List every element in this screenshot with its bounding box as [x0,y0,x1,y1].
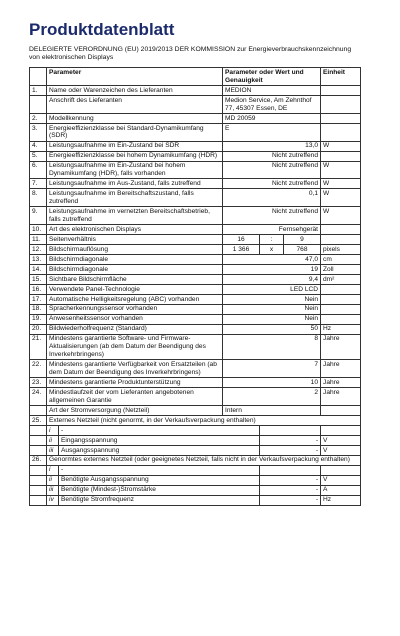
row-parameter: Automatische Helligkeitsregelung (ABC) vorhanden [47,294,223,304]
row-number: 24. [30,388,47,406]
row-parameter: Art der Stromversorgung (Netzteil) [47,405,223,415]
row-number: 2. [30,113,47,123]
sub-row [30,425,361,435]
sub-row [30,465,361,475]
row-parameter: Mindestlaufzeit der vom Lieferanten angebotenen allgemeinen Garantie [47,388,223,406]
row-parameter: Leistungsaufnahme im Ein-Zustand bei SDR [47,141,223,151]
row-value: 2 [223,388,321,406]
table-row [30,225,361,235]
row-value: Nein [223,314,321,324]
table-row [30,264,361,274]
row-parameter: Bildwiederholfrequenz (Standard) [47,324,223,334]
page-title: Produktdatenblatt [29,20,175,39]
sub-parameter: Benötigte Stromfrequenz [59,495,260,505]
header-value: Parameter oder Wert und Genauigkeit [223,68,321,86]
row-unit [321,294,361,304]
section-title: Externes Netzteil (nicht genormt, in der Verkaufsverpackung enthalten) [47,415,361,425]
row-number: 6. [30,161,47,179]
row-value: 19 [223,264,321,274]
table-row [30,179,361,189]
row-number: 17. [30,294,47,304]
row-unit: W [321,189,361,207]
row-value-first: 16 [223,235,260,245]
row-parameter: Leistungsaufnahme im Bereitschaftszustand, falls zutreffend [47,189,223,207]
header-row [30,68,361,86]
row-value: 9,4 [223,274,321,284]
table-row [30,244,361,254]
row-unit: W [321,207,361,225]
row-unit [321,314,361,324]
datasheet-page [29,20,360,506]
row-unit: pixels [321,244,361,254]
table-row [30,284,361,294]
row-parameter: Verwendete Panel-Technologie [47,284,223,294]
section-title: Genormtes externes Netzteil (oder geeignetes Netzteil, falls nicht in der Verkaufsverpackung enthalten) [47,455,361,465]
sub-value: - [260,445,321,455]
row-number: 13. [30,254,47,264]
row-parameter: Spracherkennungssensor vorhanden [47,304,223,314]
row-value: Medion Service, Am Zehnthof 77, 45307 Essen, DE [223,96,321,114]
table-row [30,96,361,114]
table-row [30,235,361,245]
row-number: 3. [30,123,47,141]
row-number-empty [30,485,47,495]
row-number-empty [30,465,47,475]
row-unit [321,113,361,123]
row-value: Intern [223,405,321,415]
row-parameter: Leistungsaufnahme im Aus-Zustand, falls zutreffend [47,179,223,189]
row-value: MEDION [223,86,321,96]
row-unit: Jahre [321,360,361,378]
sub-unit [321,465,361,475]
row-number: 18. [30,304,47,314]
table-row [30,207,361,225]
row-parameter: Bildschirmauflösung [47,244,223,254]
row-number: 22. [30,360,47,378]
row-parameter: Bildschirmdiagonale [47,254,223,264]
row-unit [321,304,361,314]
sub-value: - [260,435,321,445]
sub-value [260,465,321,475]
row-parameter: Mindestens garantierte Verfügbarkeit von Ersatzteilen (ab dem Datum der Beendigung des Inverkehrbringens) [47,360,223,378]
row-value: 7 [223,360,321,378]
row-number: 7. [30,179,47,189]
section-header-row [30,415,361,425]
sub-roman: ii [47,435,59,445]
row-value: MD 20059 [223,113,321,123]
sub-value: - [260,475,321,485]
table-row [30,334,361,360]
row-value: Nicht zutreffend [223,151,321,161]
row-unit: cm [321,254,361,264]
regulation-subtitle: DELEGIERTE VERORDNUNG (EU) 2019/2013 DER KOMMISSION zur Energieverbrauchskennzeichnung von elektronischen Displays [29,46,352,62]
row-value-separator: x [260,244,284,254]
row-number: 21. [30,334,47,360]
row-parameter: Energieeffizienzklasse bei Standard-Dynamikumfang (SDR) [47,123,223,141]
row-unit: W [321,161,361,179]
sub-unit: A [321,485,361,495]
row-unit [321,123,361,141]
row-value: 8 [223,334,321,360]
sub-row [30,475,361,485]
sub-roman: i [47,465,59,475]
row-number-empty [30,495,47,505]
row-unit [321,405,361,415]
row-parameter: Anwesenheitssensor vorhanden [47,314,223,324]
row-number: 25. [30,415,47,425]
row-value-first: 1 366 [223,244,260,254]
table-row [30,294,361,304]
row-parameter: Mindestens garantierte Produktunterstützung [47,378,223,388]
row-value: 47,0 [223,254,321,264]
sub-parameter: - [59,465,260,475]
row-unit: dm² [321,274,361,284]
row-parameter: Seitenverhältnis [47,235,223,245]
table-row [30,254,361,264]
row-unit: Zoll [321,264,361,274]
table-row [30,360,361,378]
table-row [30,161,361,179]
sub-unit: V [321,475,361,485]
row-unit: Jahre [321,388,361,406]
sub-parameter: Benötigte (Mindest-)Stromstärke [59,485,260,495]
sub-value: - [260,495,321,505]
row-number: 20. [30,324,47,334]
row-unit [321,235,361,245]
sub-value: - [260,485,321,495]
row-value-second: 9 [284,235,321,245]
row-number [30,96,47,114]
header-num-cell [30,68,47,86]
row-number: 26. [30,455,47,465]
row-number-empty [30,435,47,445]
row-value: 10 [223,378,321,388]
section-header-row [30,455,361,465]
row-parameter: Bildschirmdiagonale [47,264,223,274]
table-row [30,113,361,123]
row-parameter: Leistungsaufnahme im vernetzten Bereitschaftsbetrieb, falls zutreffend [47,207,223,225]
row-number: 10. [30,225,47,235]
sub-row [30,495,361,505]
row-unit: W [321,141,361,151]
table-row [30,304,361,314]
row-parameter: Sichtbare Bildschirmfläche [47,274,223,284]
row-number: 9. [30,207,47,225]
row-value: LED LCD [223,284,321,294]
row-parameter: Mindestens garantierte Software- und Firmware-Aktualisierungen (ab dem Datum der Beendigung des Inverkehrbringens) [47,334,223,360]
row-parameter: Art des elektronischen Displays [47,225,223,235]
table-row [30,86,361,96]
row-value: Nein [223,304,321,314]
sub-row [30,485,361,495]
sub-value [260,425,321,435]
sub-unit [321,425,361,435]
row-value: E [223,123,321,141]
row-unit [321,284,361,294]
sub-roman: ii [47,475,59,485]
row-value: Nein [223,294,321,304]
row-unit [321,151,361,161]
table-row [30,151,361,161]
table-row [30,378,361,388]
table-row [30,274,361,284]
table-row [30,141,361,151]
row-unit [321,86,361,96]
row-unit: W [321,179,361,189]
row-parameter: Energieeffizienzklasse bei hohem Dynamikumfang (HDR) [47,151,223,161]
row-number: 1. [30,86,47,96]
row-number: 5. [30,151,47,161]
row-value: Nicht zutreffend [223,161,321,179]
row-number: 12. [30,244,47,254]
sub-parameter: Ausgangsspannung [59,445,260,455]
row-value: 0,1 [223,189,321,207]
sub-roman: i [47,425,59,435]
row-value: 13,0 [223,141,321,151]
row-value-separator: : [260,235,284,245]
row-number: 19. [30,314,47,324]
row-unit: Jahre [321,378,361,388]
row-number-empty [30,425,47,435]
row-parameter: Name oder Warenzeichen des Lieferanten [47,86,223,96]
row-number: 11. [30,235,47,245]
sub-unit: V [321,445,361,455]
datasheet-table [29,67,361,505]
sub-unit: Hz [321,495,361,505]
table-row [30,314,361,324]
row-value-second: 768 [284,244,321,254]
sub-roman: iii [47,445,59,455]
sub-parameter: Eingangsspannung [59,435,260,445]
row-value: Nicht zutreffend [223,207,321,225]
row-unit: Hz [321,324,361,334]
row-number: 23. [30,378,47,388]
row-unit [321,225,361,235]
table-row [30,123,361,141]
sub-row [30,445,361,455]
row-unit: Jahre [321,334,361,360]
row-number-empty [30,475,47,485]
row-number: 8. [30,189,47,207]
sub-roman: iv [47,495,59,505]
row-parameter: Anschrift des Lieferanten [47,96,223,114]
row-number: 4. [30,141,47,151]
table-row [30,405,361,415]
table-row [30,324,361,334]
row-number: 14. [30,264,47,274]
row-parameter: Leistungsaufnahme im Ein-Zustand bei hohem Dynamikumfang (HDR), falls vorhanden [47,161,223,179]
row-value: 50 [223,324,321,334]
row-unit [321,96,361,114]
row-number: 15. [30,274,47,284]
row-value: Fernsehgerät [223,225,321,235]
row-value: Nicht zutreffend [223,179,321,189]
header-unit: Einheit [321,68,361,86]
header-parameter: Parameter [47,68,223,86]
row-number-empty [30,445,47,455]
row-number [30,405,47,415]
sub-parameter: - [59,425,260,435]
row-number: 16. [30,284,47,294]
table-row [30,189,361,207]
sub-parameter: Benötigte Ausgangsspannung [59,475,260,485]
table-row [30,388,361,406]
sub-unit: V [321,435,361,445]
sub-roman: iii [47,485,59,495]
sub-row [30,435,361,445]
row-parameter: Modellkennung [47,113,223,123]
